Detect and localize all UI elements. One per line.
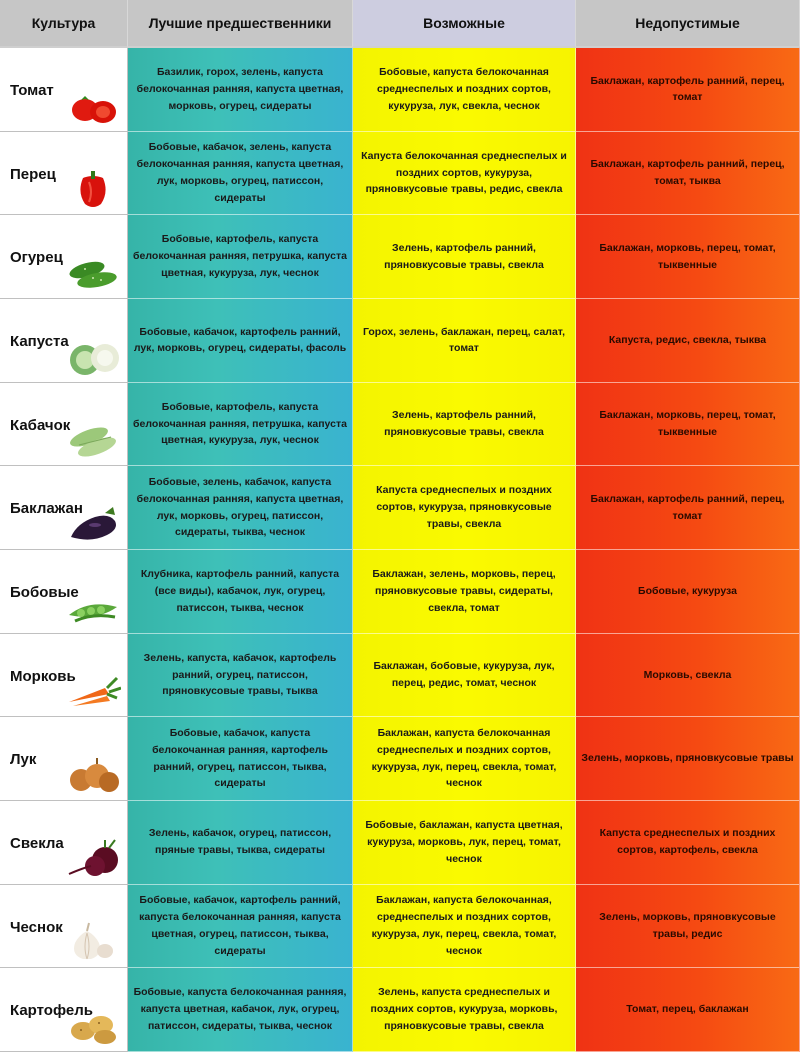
forbidden-cell: Зелень, морковь, пряновкусовые травы (576, 717, 800, 801)
garlic-icon (65, 921, 121, 961)
possible-cell: Капуста среднеспелых и поздних сортов, кукуруза, пряновкусовые травы, свекла (353, 466, 576, 550)
forbidden-cell: Баклажан, картофель ранний, перец, томат, тыква (576, 132, 800, 216)
forbidden-cell: Зелень, морковь, пряновкусовые травы, редис (576, 885, 800, 969)
crop-cell (0, 132, 128, 216)
crop-name: Лук (10, 751, 37, 769)
crop-name: Баклажан (10, 500, 83, 518)
best-predecessors-cell: Бобовые, кабачок, картофель ранний, капуста белокочанная ранняя, капуста цветная, огурец, патиссон, тыква, сидераты (128, 885, 353, 969)
possible-cell: Бобовые, капуста белокочанная среднеспелых и поздних сортов, кукуруза, лук, свекла, чеснок (353, 48, 576, 132)
crop-cell (0, 215, 128, 299)
forbidden-cell: Капуста среднеспелых и поздних сортов, картофель, свекла (576, 801, 800, 885)
header-best-predecessors: Лучшие предшественники (128, 0, 353, 48)
crop-name: Перец (10, 165, 56, 183)
crop-name: Капуста (10, 332, 69, 350)
best-predecessors-cell: Зелень, кабачок, огурец, патиссон, пряные травы, тыква, сидераты (128, 801, 353, 885)
crop-name: Картофель (10, 1002, 93, 1020)
potato-icon (65, 1005, 121, 1045)
best-predecessors-cell: Бобовые, кабачок, капуста белокочанная ранняя, картофель ранний, огурец, патиссон, тыква, сидераты (128, 717, 353, 801)
best-predecessors-cell: Клубника, картофель ранний, капуста (все виды), кабачок, лук, огурец, патиссон, тыква, чеснок (128, 550, 353, 634)
peas-icon (65, 587, 121, 627)
tomato-icon (65, 85, 121, 125)
possible-cell: Баклажан, капуста белокочанная, среднеспелых и поздних сортов, кукуруза, лук, перец, свекла, томат, чеснок (353, 885, 576, 969)
forbidden-cell: Баклажан, морковь, перец, томат, тыквенные (576, 215, 800, 299)
best-predecessors-cell: Бобовые, кабачок, зелень, капуста белокочанная ранняя, капуста цветная, лук, морковь, огурец, патиссон, сидераты (128, 132, 353, 216)
crop-cell (0, 383, 128, 467)
best-predecessors-cell: Бобовые, зелень, кабачок, капуста белокочанная ранняя, капуста цветная, лук, морковь, огурец, патиссон, сидераты, тыква, чеснок (128, 466, 353, 550)
beet-icon (65, 838, 121, 878)
forbidden-cell: Томат, перец, баклажан (576, 968, 800, 1052)
possible-cell: Горох, зелень, баклажан, перец, салат, томат (353, 299, 576, 383)
possible-cell: Бобовые, баклажан, капуста цветная, кукуруза, морковь, лук, перец, томат, чеснок (353, 801, 576, 885)
crop-cell (0, 550, 128, 634)
crop-name: Томат (10, 82, 54, 99)
crop-name: Свекла (10, 834, 64, 852)
crop-cell (0, 299, 128, 383)
carrot-icon (65, 670, 121, 710)
best-predecessors-cell: Бобовые, картофель, капуста белокочанная ранняя, петрушка, капуста цветная, кукуруза, лук, чеснок (128, 215, 353, 299)
crop-cell (0, 634, 128, 718)
possible-cell: Зелень, картофель ранний, пряновкусовые травы, свекла (353, 215, 576, 299)
crop-name: Кабачок (10, 416, 71, 434)
forbidden-cell: Капуста, редис, свекла, тыква (576, 299, 800, 383)
crop-name: Бобовые (10, 583, 79, 601)
possible-cell: Зелень, капуста среднеспелых и поздних сортов, кукуруза, морковь, пряновкусовые травы, свекла (353, 968, 576, 1052)
header-crop: Культура (0, 0, 128, 48)
best-predecessors-cell: Бобовые, картофель, капуста белокочанная ранняя, петрушка, капуста цветная, кукуруза, лук, чеснок (128, 383, 353, 467)
best-predecessors-cell: Бобовые, капуста белокочанная ранняя, капуста цветная, кабачок, лук, огурец, патиссон, сидераты, тыква, чеснок (128, 968, 353, 1052)
possible-cell: Баклажан, капуста белокочанная среднеспелых и поздних сортов, кукуруза, лук, перец, свекла, томат, чеснок (353, 717, 576, 801)
crop-cell (0, 717, 128, 801)
zucchini-icon (65, 419, 121, 459)
header-possible: Возможные (353, 0, 576, 48)
crop-cell (0, 968, 128, 1052)
crop-cell (0, 48, 128, 132)
possible-cell: Зелень, картофель ранний, пряновкусовые травы, свекла (353, 383, 576, 467)
crop-cell (0, 885, 128, 969)
forbidden-cell: Баклажан, картофель ранний, перец, томат (576, 466, 800, 550)
eggplant-icon (65, 503, 121, 543)
best-predecessors-cell: Зелень, капуста, кабачок, картофель ранний, огурец, патиссон, пряновкусовые травы, тыква (128, 634, 353, 718)
forbidden-cell: Бобовые, кукуруза (576, 550, 800, 634)
crop-cell (0, 466, 128, 550)
onion-icon (65, 754, 121, 794)
forbidden-cell: Баклажан, морковь, перец, томат, тыквенные (576, 383, 800, 467)
forbidden-cell: Баклажан, картофель ранний, перец, томат (576, 48, 800, 132)
best-predecessors-cell: Бобовые, кабачок, картофель ранний, лук, морковь, огурец, сидераты, фасоль (128, 299, 353, 383)
cabbage-icon (65, 336, 121, 376)
cucumber-icon (65, 252, 121, 292)
pepper-icon (65, 168, 121, 208)
best-predecessors-cell: Базилик, горох, зелень, капуста белокочанная ранняя, капуста цветная, морковь, огурец, сидераты (128, 48, 353, 132)
crop-name: Огурец (10, 249, 63, 267)
crop-name: Чеснок (10, 918, 63, 936)
crop-cell (0, 801, 128, 885)
header-forbidden: Недопустимые (576, 0, 800, 48)
possible-cell: Баклажан, зелень, морковь, перец, пряновкусовые травы, сидераты, свекла, томат (353, 550, 576, 634)
crop-name: Морковь (10, 667, 76, 685)
possible-cell: Капуста белокочанная среднеспелых и поздних сортов, кукуруза, пряновкусовые травы, редис, свекла (353, 132, 576, 216)
forbidden-cell: Морковь, свекла (576, 634, 800, 718)
possible-cell: Баклажан, бобовые, кукуруза, лук, перец, редис, томат, чеснок (353, 634, 576, 718)
